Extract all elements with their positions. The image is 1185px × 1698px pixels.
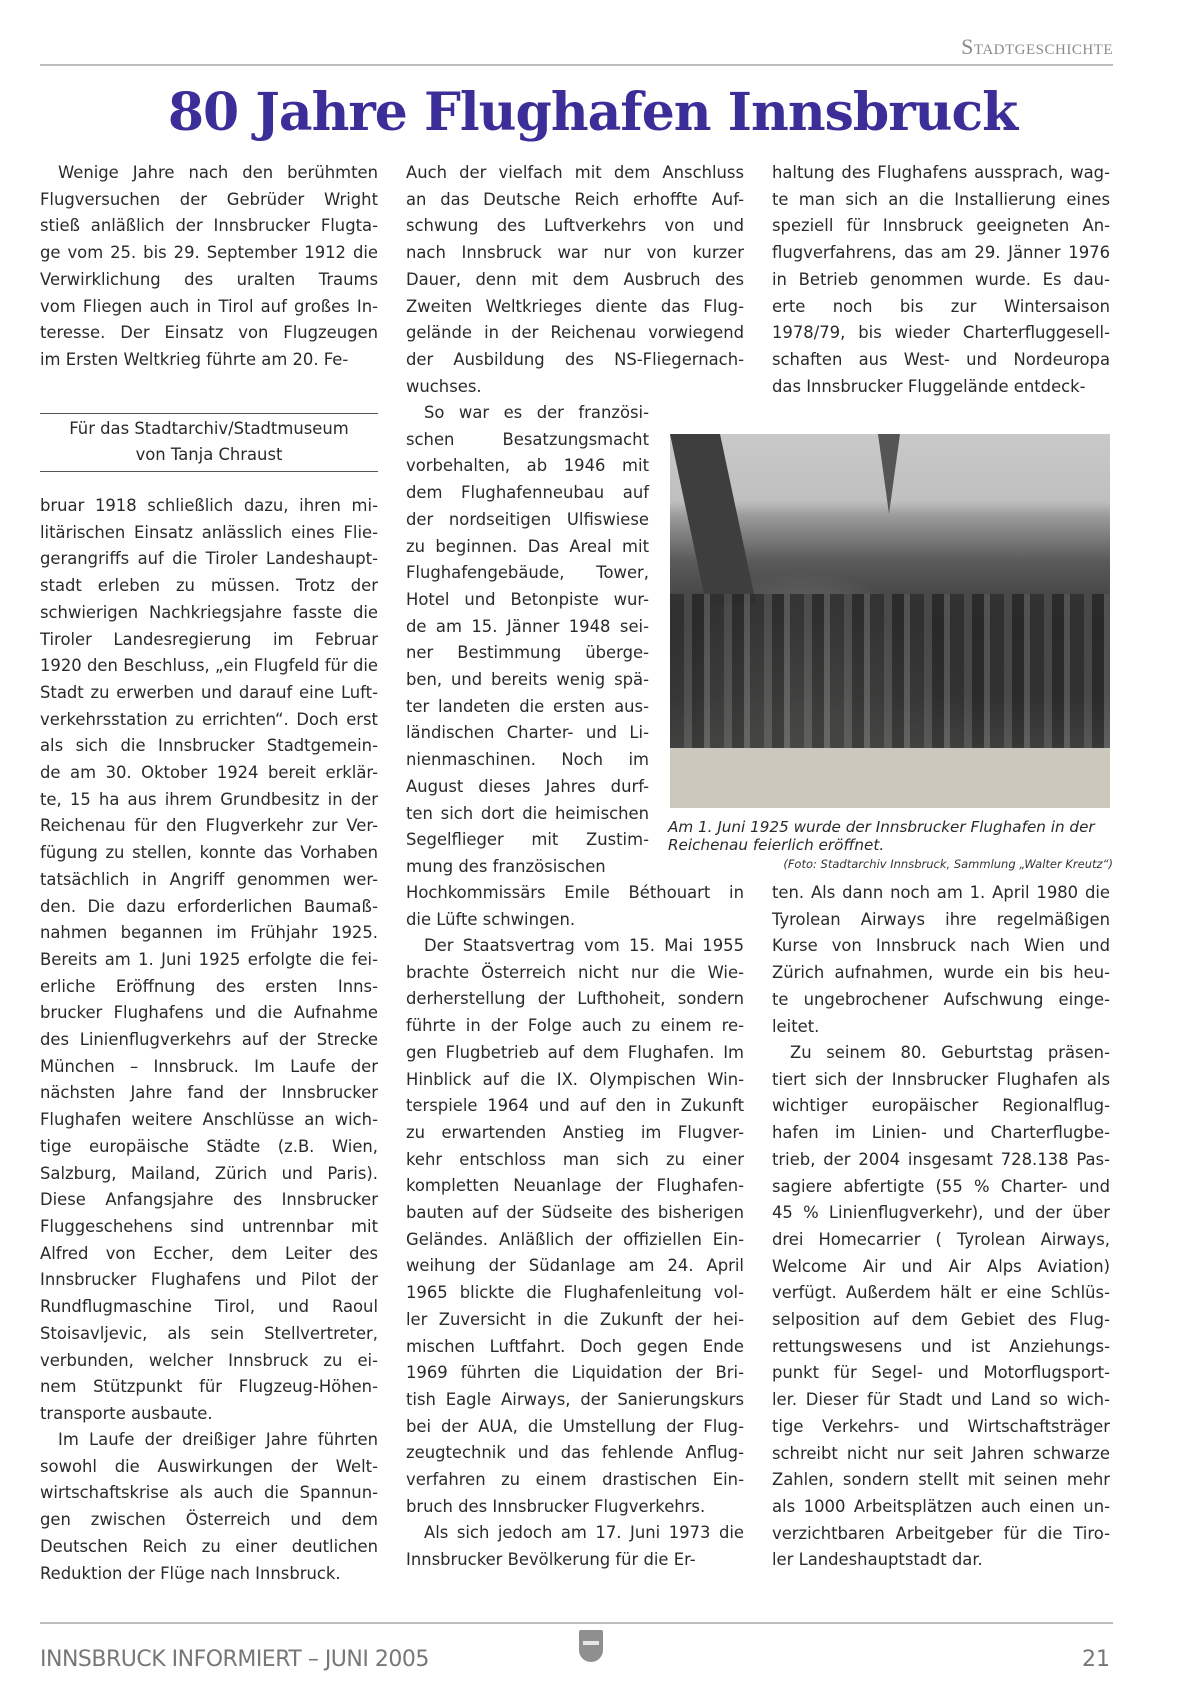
text-line: kehr entschloss man sich zu einer <box>406 1149 744 1169</box>
text-line: Der Staatsvertrag vom 15. Mai 1955 <box>424 936 744 955</box>
text-line: litärischen Einsatz anlässlich eines Flie- <box>40 522 378 542</box>
text-line: 45 % Linienflugverkehr), und der über <box>772 1203 1110 1223</box>
text-line: stadt erleben zu müssen. Trotz der <box>40 576 378 596</box>
text-line: transporte ausbaute. <box>40 1403 213 1423</box>
text-line: schen Besatzungsmacht <box>406 429 649 449</box>
column-3-body <box>772 880 1110 1040</box>
text-line: Flughafengebäude, Tower, <box>406 563 649 583</box>
text-line: Bereits am 1. Juni 1925 erfolgte die fei- <box>40 949 378 969</box>
text-line: gelände in der Reichenau vorwiegend <box>406 323 744 343</box>
column-1-top <box>40 160 378 374</box>
photo-pennant <box>878 434 900 514</box>
text-line: Salzburg, Mailand, Zürich und Paris). <box>40 1163 378 1183</box>
text-line: brachte Österreich nicht nur die Wie- <box>406 962 744 982</box>
text-line: derherstellung der Lufthoheit, sondern <box>406 989 744 1009</box>
article-photo <box>670 434 1110 808</box>
text-line: zu erwartenden Anstieg im Flugver- <box>406 1122 744 1142</box>
column-1-para-2 <box>40 1427 378 1587</box>
text-line: Deutschen Reich zu einer deutlichen <box>40 1536 378 1556</box>
byline-author: von Tanja Chraust <box>135 445 283 464</box>
column-2-para-2-wide <box>406 880 744 933</box>
text-line: Reduktion der Flüge nach Innsbruck. <box>40 1563 341 1583</box>
text-line: So war es der französi- <box>424 403 649 422</box>
text-line: verkehrsstation zu errichten“. Doch erst <box>40 709 378 729</box>
text-line: gerangriffs auf die Tiroler Landeshaupt- <box>40 549 378 569</box>
text-line: ter landeten die ersten aus- <box>406 696 649 716</box>
text-line: Zweiten Weltkrieges diente das Flug- <box>406 296 744 316</box>
text-line: nem Stützpunkt für Flugzeug-Höhen- <box>40 1377 378 1397</box>
text-line: te man sich an die Installierung eines <box>772 189 1110 209</box>
text-line: ländischen Charter- und Li- <box>406 723 649 743</box>
text-line: bruch des Innsbrucker Flugverkehrs. <box>406 1496 706 1516</box>
text-line: Im Laufe der dreißiger Jahre führten <box>58 1430 378 1449</box>
text-line: bauten auf der Südseite des bisherigen <box>406 1203 744 1223</box>
text-line: Hinblick auf die IX. Olympischen Win- <box>406 1069 744 1089</box>
text-line: schaften aus West- und Nordeuropa <box>772 349 1110 369</box>
text-line: wichtiger europäischer Regionalflug- <box>772 1096 1110 1116</box>
text-line: das Innsbrucker Fluggelände entdeck- <box>772 376 1086 396</box>
text-line: te, 15 ha aus ihrem Grundbesitz in der <box>40 789 378 809</box>
text-line: wirtschaftskrise als auch die Spannun- <box>40 1483 378 1503</box>
text-line: verfügt. Außerdem hält er eine Schlüs- <box>772 1283 1110 1303</box>
text-line: sagiere abfertigte (55 % Charter- und <box>772 1176 1110 1196</box>
text-line: kompletten Neuanlage der Flughafen- <box>406 1176 744 1196</box>
text-line: des Linienflugverkehrs auf der Strecke <box>40 1030 378 1050</box>
text-line: zeugtechnik und das fehlende Anflug- <box>406 1443 744 1463</box>
text-line: mischen Luftfahrt. Doch gegen Ende <box>406 1336 744 1356</box>
text-line: weihung der Südanlage am 24. April <box>406 1256 744 1276</box>
text-line: führte in der Folge auch zu einem re- <box>406 1016 744 1036</box>
text-line: wuchses. <box>406 376 482 396</box>
text-line: gen zwischen Österreich und dem <box>40 1510 378 1530</box>
text-line: Zahlen, sondern stellt mit seinen mehr <box>772 1470 1110 1490</box>
text-line: de am 30. Oktober 1924 bereit erklär- <box>40 763 378 783</box>
text-line: Rundflugmaschine Tirol, und Raoul <box>40 1297 378 1317</box>
text-line: Flugversuchen der Gebrüder Wright <box>40 189 378 209</box>
column-3-top <box>772 160 1110 400</box>
text-line: nienmaschinen. Noch im <box>406 750 649 770</box>
text-line: leitet. <box>772 1016 820 1036</box>
text-line: mung des französischen <box>406 856 606 876</box>
text-line: 1965 blickte die Flughafenleitung vol- <box>406 1283 744 1303</box>
text-line: Tyrolean Airways ihre regelmäßigen <box>772 909 1110 929</box>
column-3-para-2 <box>772 1040 1110 1574</box>
text-line: Stoisavljevic, als sein Stellvertreter, <box>40 1323 378 1343</box>
innsbruck-coat-of-arms-icon <box>579 1630 603 1662</box>
text-line: nächsten Jahre fand der Innsbrucker <box>40 1083 378 1103</box>
text-line: nahmen begannen im Frühjahr 1925. <box>40 923 378 943</box>
text-line: Innsbrucker Bevölkerung für die Er- <box>406 1549 696 1569</box>
text-line: Geländes. Anläßlich der offiziellen Ein- <box>406 1229 744 1249</box>
text-line: Wenige Jahre nach den berühmten <box>58 163 378 182</box>
text-line: brucker Flughafens und die Aufnahme <box>40 1003 378 1023</box>
text-line: ben, und bereits wenig spä- <box>406 670 649 690</box>
text-line: als sich die Innsbrucker Stadtgemein- <box>40 736 378 756</box>
text-line: Fluggeschehens sind untrennbar mit <box>40 1216 378 1236</box>
article-title: 80 Jahre Flughafen Innsbruck <box>167 82 1018 143</box>
text-line: punkt für Segel- und Motorflugsport- <box>772 1363 1110 1383</box>
text-line: den. Die dazu erforderlichen Baumaß- <box>40 896 378 916</box>
text-line: verbunden, welcher Innsbruck zu ei- <box>40 1350 378 1370</box>
text-line: Zu seinem 80. Geburtstag präsen- <box>790 1043 1110 1062</box>
text-line: ler Landeshauptstadt dar. <box>772 1550 983 1570</box>
text-line: Verwirklichung des uralten Traums <box>40 269 378 289</box>
text-line: tige Verkehrs- und Wirtschaftsträger <box>772 1416 1110 1436</box>
byline <box>40 413 378 472</box>
bottom-rule <box>40 1622 1113 1624</box>
text-line: stieß anläßlich der Innsbrucker Flugta- <box>40 216 378 236</box>
text-line: als 1000 Arbeitsplätzen auch einen un- <box>772 1496 1110 1516</box>
text-line: speziell für Innsbruck geeigneten An- <box>772 216 1110 236</box>
text-line: tish Eagle Airways, der Sanierungskurs <box>406 1389 744 1409</box>
text-line: ge vom 25. bis 29. September 1912 die <box>40 243 378 263</box>
text-line: haltung des Flughafens aussprach, wag- <box>772 163 1110 182</box>
text-line: Welcome Air und Air Alps Aviation) <box>772 1256 1110 1276</box>
text-line: Kurse von Innsbruck nach Wien und <box>772 936 1110 956</box>
text-line: bei der AUA, die Umstellung der Flug- <box>406 1416 744 1436</box>
text-line: vorbehalten, ab 1946 mit <box>406 456 649 476</box>
text-line: tige europäische Städte (z.B. Wien, <box>40 1136 378 1156</box>
text-line: Flughafen weitere Anschlüsse an wich- <box>40 1110 378 1130</box>
text-line: der nordseitigen Ulfiswiese <box>406 509 649 529</box>
text-line: Diese Anfangsjahre des Innsbrucker <box>40 1190 378 1210</box>
text-line: Als sich jedoch am 17. Juni 1973 die <box>424 1523 744 1542</box>
text-line: die Lüfte schwingen. <box>406 909 576 929</box>
text-line: vom Fliegen auch in Tirol auf großes In- <box>40 296 378 316</box>
text-line: 1920 den Beschluss, „ein Flugfeld für die <box>40 656 378 676</box>
text-line: Reichenau für den Flugverkehr zur Ver- <box>40 816 378 836</box>
text-line: Alfred von Eccher, dem Leiter des <box>40 1243 378 1263</box>
byline-organization: Für das Stadtarchiv/Stadtmuseum <box>69 419 349 438</box>
text-line: August dieses Jahres durf- <box>406 776 649 796</box>
column-2-para-1 <box>406 160 744 400</box>
text-line: ner Bestimmung überge- <box>406 643 649 663</box>
text-line: flugverfahrens, das am 29. Jänner 1976 <box>772 243 1110 263</box>
text-line: drei Homecarrier ( Tyrolean Airways, <box>772 1229 1110 1249</box>
text-line: an das Deutsche Reich erhoffte Auf- <box>406 189 744 209</box>
text-line: selposition auf dem Gebiet des Flug- <box>772 1310 1110 1330</box>
text-line: Auch der vielfach mit dem Anschluss <box>406 163 744 182</box>
column-2-para-2-narrow <box>406 400 649 881</box>
text-line: verfahren zu einem drastischen Ein- <box>406 1470 744 1490</box>
text-line: 1978/79, bis wieder Charterfluggesell- <box>772 323 1110 343</box>
text-line: erte noch bis zur Wintersaison <box>772 296 1110 316</box>
photo-crowd <box>670 594 1110 754</box>
text-line: ten sich dort die heimischen <box>406 803 649 823</box>
text-line: Segelflieger mit Zustim- <box>406 830 649 850</box>
text-line: bruar 1918 schließlich dazu, ihren mi- <box>40 496 378 515</box>
top-rule <box>40 64 1113 66</box>
text-line: ten. Als dann noch am 1. April 1980 die <box>772 883 1110 902</box>
text-line: Hochkommissärs Emile Béthouart in <box>406 883 744 902</box>
text-line: Innsbrucker Flughafens und Pilot der <box>40 1270 378 1290</box>
text-line: Stadt zu erwerben und darauf eine Luft- <box>40 682 378 702</box>
column-1-body <box>40 493 378 1428</box>
text-line: te ungebrochener Aufschwung einge- <box>772 989 1110 1009</box>
text-line: Tiroler Landesregierung im Februar <box>40 629 378 649</box>
text-line: Dauer, denn mit dem Ausbruch des <box>406 269 744 289</box>
text-line: zu beginnen. Das Areal mit <box>406 536 649 556</box>
text-line: der Ausbildung des NS-Fliegernach- <box>406 349 744 369</box>
text-line: im Ersten Weltkrieg führte am 20. Fe- <box>40 349 349 369</box>
text-line: fügung zu stellen, konnte das Vorhaben <box>40 843 378 863</box>
text-line: Zürich aufnahmen, wurde ein bis heu- <box>772 963 1110 983</box>
text-line: schwung des Luftverkehrs von und <box>406 216 744 236</box>
text-line: tatsächlich in Angriff genommen wer- <box>40 869 378 889</box>
photo-caption: Am 1. Juni 1925 wurde der Innsbrucker Flughafen in der Reichenau feierlich eröffnet. <box>668 818 1095 854</box>
footer-publication: INNSBRUCK INFORMIERT – JUNI 2005 <box>40 1647 429 1672</box>
text-line: schreibt nicht nur seit Jahren schwarze <box>772 1443 1110 1463</box>
text-line: ler Zuversicht in die Zukunft der hei- <box>406 1309 744 1329</box>
text-line: nach Innsbruck war nur von kurzer <box>406 243 744 263</box>
text-line: ler. Dieser für Stadt und Land so wich- <box>772 1390 1110 1410</box>
text-line: Hotel und Betonpiste wur- <box>406 589 649 609</box>
text-line: terspiele 1964 und auf den in Zukunft <box>406 1096 744 1116</box>
text-line: gen Flugbetrieb auf dem Flughafen. Im <box>406 1042 744 1062</box>
photo-ground <box>670 748 1110 808</box>
text-line: dem Flughafenneubau auf <box>406 483 649 503</box>
text-line: verzichtbaren Arbeitgeber für die Tiro- <box>772 1523 1110 1543</box>
text-line: 1969 führten die Liquidation der Bri- <box>406 1363 744 1383</box>
text-line: München – Innsbruck. Im Laufe der <box>40 1056 378 1076</box>
photo-flagpole <box>670 434 756 604</box>
column-2-para-4 <box>406 1520 744 1573</box>
text-line: trieb, der 2004 insgesamt 728.138 Pas- <box>772 1149 1110 1169</box>
text-line: in Betrieb genommen wurde. Es dau- <box>772 269 1110 289</box>
photo-credit: (Foto: Stadtarchiv Innsbruck, Sammlung „Walter Kreutz“) <box>783 857 1113 871</box>
page-number: 21 <box>1082 1647 1110 1672</box>
text-line: erliche Eröffnung des ersten Inns- <box>40 976 378 996</box>
text-line: schwierigen Nachkriegsjahre fasste die <box>40 602 378 622</box>
column-2-para-3 <box>406 933 744 1520</box>
text-line: sowohl die Auswirkungen der Welt- <box>40 1456 378 1476</box>
text-line: hafen im Linien- und Charterflugbe- <box>772 1123 1110 1143</box>
text-line: rettungswesens und ist Anziehungs- <box>772 1336 1110 1356</box>
text-line: tiert sich der Innsbrucker Flughafen als <box>772 1069 1110 1089</box>
text-line: de am 15. Jänner 1948 sei- <box>406 616 649 636</box>
section-label: Stadtgeschichte <box>961 34 1113 59</box>
text-line: teresse. Der Einsatz von Flugzeugen <box>40 323 378 343</box>
